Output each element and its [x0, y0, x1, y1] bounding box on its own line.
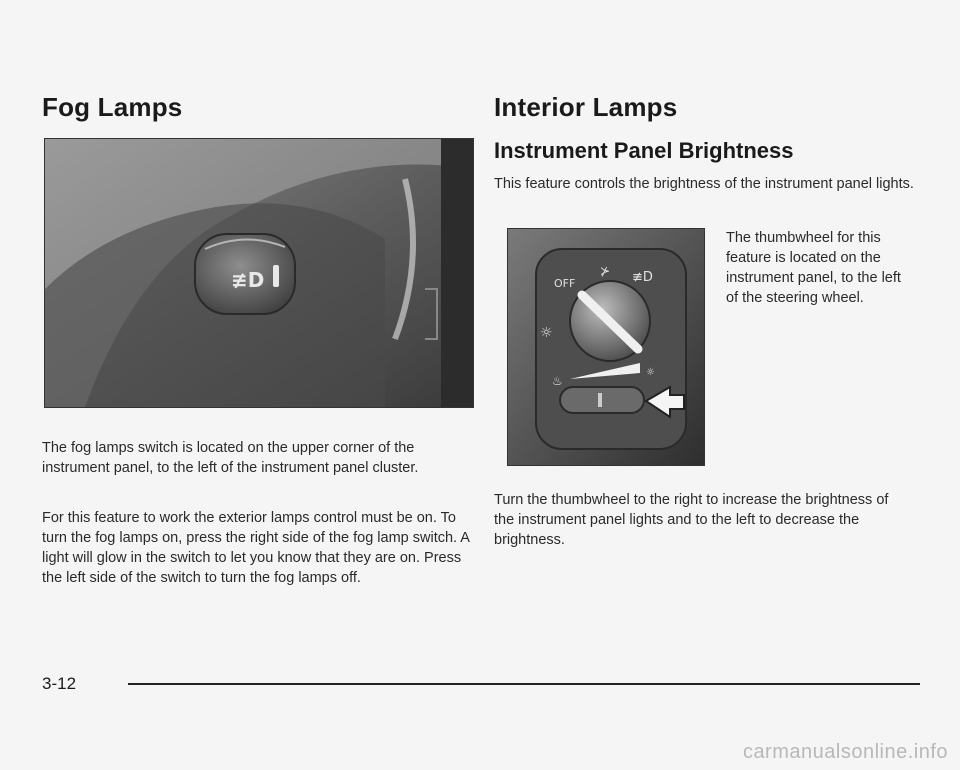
- fog-lamps-paragraph-2: For this feature to work the exterior lamps control must be on. To turn the fog lamps on, press the right side of the fog lamp switch. A light will glow in the switch to let you know that they are on. Press the left side of the switch to turn the fog lamps off.: [42, 510, 470, 586]
- footer-rule: [128, 683, 920, 685]
- svg-text:≢D: ≢D: [632, 270, 653, 285]
- brightness-intro: This feature controls the brightness of the instrument panel lights.: [494, 176, 914, 192]
- svg-text:⊁: ⊁: [600, 264, 611, 278]
- thumbwheel-caption: The thumbwheel for this feature is located on the instrument panel, to the left of the steering wheel.: [726, 230, 901, 306]
- svg-text:OFF: OFF: [554, 277, 576, 290]
- svg-text:☼: ☼: [540, 325, 553, 341]
- fog-lamp-switch-photo: [44, 138, 474, 408]
- interior-lamps-heading: Interior Lamps: [494, 92, 678, 122]
- thumbwheel-instructions: Turn the thumbwheel to the right to increase the brightness of the instrument panel lights and to the left to decrease the brightness.: [494, 492, 889, 548]
- watermark: carmanualsonline.info: [742, 741, 948, 763]
- svg-text:≢D: ≢D: [231, 268, 265, 292]
- svg-text:♨: ♨: [552, 374, 563, 388]
- fog-lamps-paragraph-1: The fog lamps switch is located on the upper corner of the instrument panel, to the left of the instrument panel cluster.: [42, 440, 419, 476]
- svg-text:☼: ☼: [646, 367, 655, 378]
- page-number: 3-12: [42, 674, 77, 693]
- thumbwheel-photo: [507, 228, 705, 466]
- instrument-panel-brightness-heading: Instrument Panel Brightness: [494, 138, 794, 163]
- fog-lamps-heading: Fog Lamps: [42, 92, 183, 122]
